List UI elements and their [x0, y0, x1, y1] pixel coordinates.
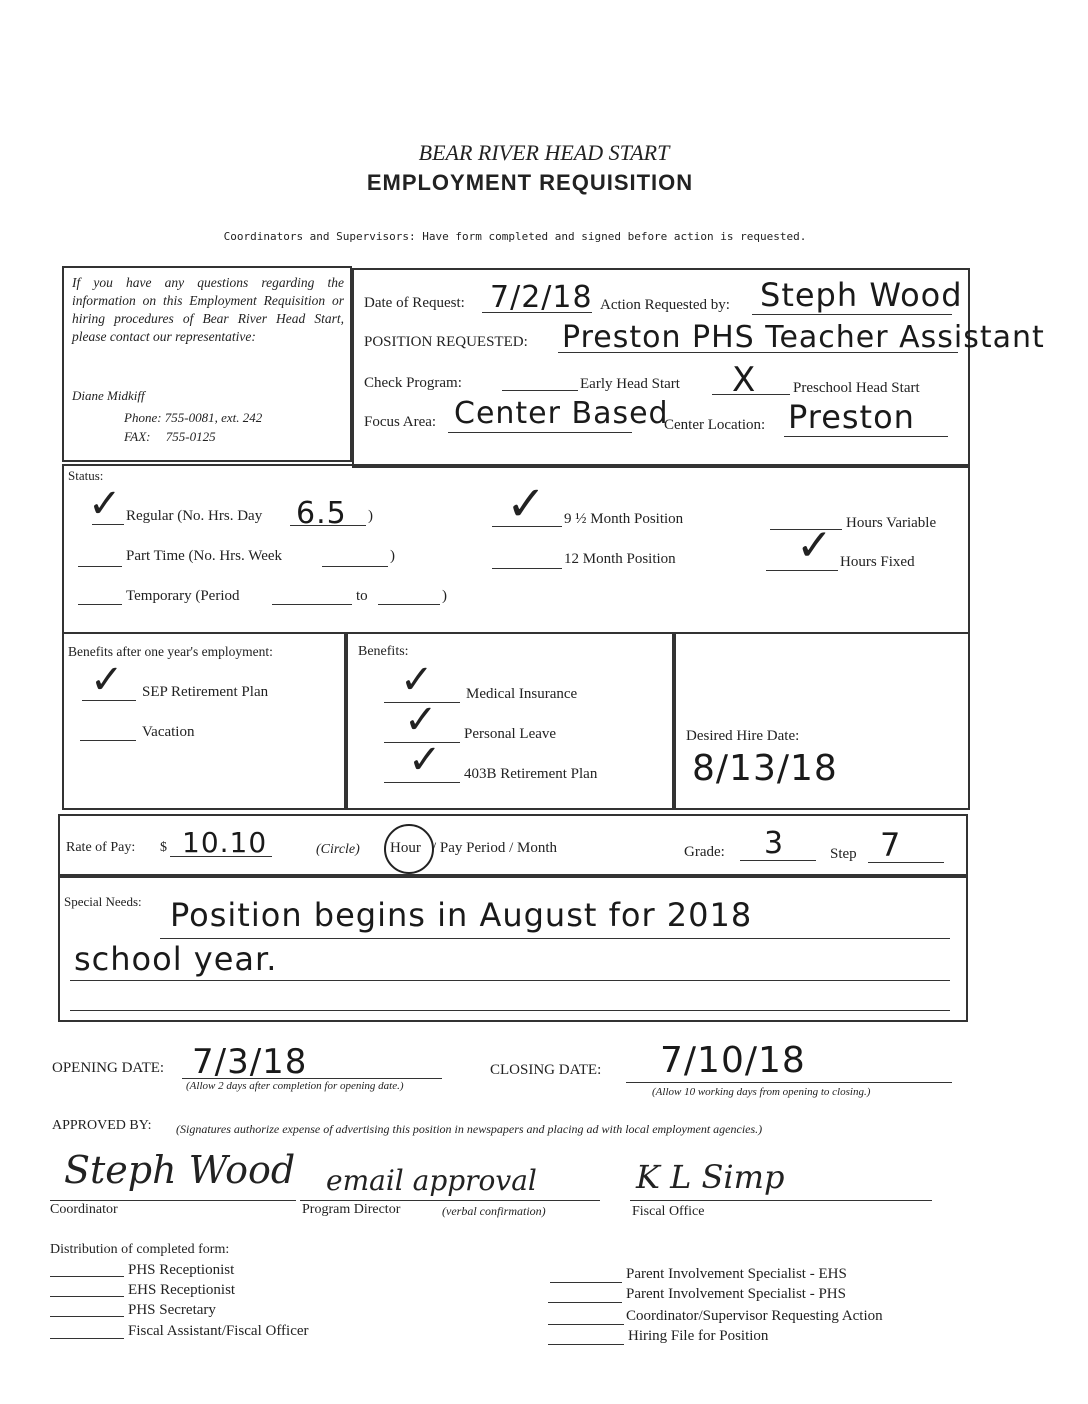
- nine-month-label: 9 ½ Month Position: [564, 511, 684, 527]
- distribution-label: Distribution of completed form:: [50, 1242, 230, 1257]
- hours-fixed-label: Hours Fixed: [840, 554, 915, 570]
- center-location-value: Preston: [788, 398, 915, 436]
- retirement-403b-label: 403B Retirement Plan: [464, 766, 598, 782]
- period-option-label: / Pay Period / Month: [432, 840, 558, 856]
- opening-date-value: 7/3/18: [192, 1042, 308, 1082]
- desired-hire-date-label: Desired Hire Date:: [686, 728, 800, 744]
- coordinator-label: Coordinator: [50, 1202, 118, 1217]
- contact-name: Diane Midkiff: [72, 388, 145, 403]
- distribution-right-item: Hiring File for Position: [628, 1328, 769, 1344]
- center-location-label: Center Location:: [664, 417, 766, 433]
- approved-by-note: (Signatures authorize expense of advertising this position in newspapers and placing ad with local employment agencies.): [176, 1122, 763, 1136]
- retirement-403b-check-icon: ✓: [408, 737, 442, 783]
- sep-check-icon: ✓: [90, 657, 124, 703]
- distribution-left-item: EHS Receptionist: [128, 1282, 236, 1298]
- phone-value: 755-0081, ext. 242: [164, 410, 263, 425]
- contact-phone: [124, 410, 262, 426]
- org-name: BEAR RIVER HEAD START: [418, 140, 670, 165]
- part-time-label: Part Time (No. Hrs. Week: [126, 548, 283, 564]
- date-of-request-label: Date of Request:: [364, 295, 465, 311]
- action-requested-label: Action Requested by:: [600, 297, 730, 313]
- fax-value: 755-0125: [165, 429, 216, 444]
- benefits-label: Benefits:: [358, 644, 409, 659]
- date-of-request-value: 7/2/18: [490, 280, 593, 315]
- desired-hire-date-value: 8/13/18: [692, 748, 838, 789]
- closing-date-value: 7/10/18: [660, 1040, 806, 1081]
- twelve-month-label: 12 Month Position: [564, 551, 676, 567]
- distribution-right-item: Parent Involvement Specialist - PHS: [626, 1286, 846, 1302]
- position-requested-value: Preston PHS Teacher Assistant: [562, 320, 1045, 355]
- form-title: EMPLOYMENT REQUISITION: [366, 170, 694, 195]
- regular-close-paren: ): [368, 508, 373, 524]
- to-label: to: [356, 588, 368, 604]
- temporary-label: Temporary (Period: [126, 588, 240, 604]
- focus-area-value: Center Based: [454, 396, 669, 431]
- temporary-close-paren: ): [442, 588, 447, 604]
- regular-hours-value: 6.5: [296, 496, 347, 531]
- benefits-after-label: Benefits after one year's employment:: [68, 644, 273, 659]
- fiscal-office-label: Fiscal Office: [632, 1204, 705, 1219]
- position-requested-label: POSITION REQUESTED:: [364, 334, 528, 350]
- special-needs-line-1: Position begins in August for 2018: [170, 896, 753, 934]
- program-director-note: (verbal confirmation): [442, 1204, 546, 1218]
- fax-label: FAX:: [124, 429, 151, 444]
- personal-leave-check-icon: ✓: [404, 697, 438, 743]
- coordinator-signature: Steph Wood: [64, 1148, 296, 1192]
- check-program-label: Check Program:: [364, 375, 462, 391]
- regular-label: Regular (No. Hrs. Day: [126, 508, 263, 524]
- medical-check-icon: ✓: [400, 657, 434, 703]
- step-value: 7: [880, 826, 902, 864]
- hours-variable-label: Hours Variable: [846, 515, 937, 531]
- focus-area-label: Focus Area:: [364, 414, 437, 430]
- hours-fixed-check-icon: ✓: [796, 520, 833, 571]
- regular-check-icon: ✓: [88, 481, 122, 527]
- early-head-start-label: Early Head Start: [580, 376, 680, 392]
- closing-date-note: (Allow 10 working days from opening to closing.): [652, 1086, 871, 1098]
- phone-label: Phone:: [124, 410, 162, 425]
- part-time-close-paren: ): [390, 548, 395, 564]
- hour-option-label: Hour: [390, 840, 421, 856]
- vacation-label: Vacation: [142, 724, 195, 740]
- fiscal-office-signature: K L Simp: [636, 1158, 785, 1196]
- grade-label: Grade:: [684, 844, 725, 860]
- special-needs-label: Special Needs:: [64, 894, 142, 909]
- closing-date-label: CLOSING DATE:: [490, 1062, 602, 1078]
- distribution-left-item: PHS Receptionist: [128, 1262, 235, 1278]
- form-instructions: Coordinators and Supervisors: Have form completed and signed before action is requested.: [223, 230, 807, 243]
- distribution-right-item: Coordinator/Supervisor Requesting Action: [626, 1308, 883, 1324]
- contact-fax: [124, 429, 216, 445]
- personal-leave-label: Personal Leave: [464, 726, 557, 742]
- preschool-head-start-label: Preschool Head Start: [793, 380, 920, 396]
- circle-label: (Circle): [316, 842, 360, 857]
- contact-text: If you have any questions regarding the information on this Employment Requisition or hiring procedures of Bear River Head Start, please contact our representative:: [72, 275, 344, 344]
- grade-value: 3: [764, 826, 785, 861]
- program-director-label: Program Director: [302, 1202, 401, 1217]
- approved-by-label: APPROVED BY:: [52, 1118, 152, 1133]
- sep-retirement-label: SEP Retirement Plan: [142, 684, 269, 700]
- preschool-mark: X: [732, 360, 757, 400]
- opening-date-note: (Allow 2 days after completion for opening date.): [186, 1080, 404, 1092]
- nine-month-check-icon: ✓: [506, 476, 547, 532]
- special-needs-line-2: school year.: [74, 940, 278, 978]
- status-label: Status:: [68, 468, 104, 483]
- action-requested-value: Steph Wood: [760, 276, 963, 314]
- program-director-signature: email approval: [326, 1164, 537, 1197]
- medical-insurance-label: Medical Insurance: [466, 686, 578, 702]
- currency-symbol: $: [160, 840, 167, 855]
- step-label: Step: [830, 846, 857, 862]
- rate-of-pay-value: 10.10: [182, 826, 268, 859]
- distribution-right-item: Parent Involvement Specialist - EHS: [626, 1266, 847, 1282]
- distribution-left-item: PHS Secretary: [128, 1302, 216, 1318]
- opening-date-label: OPENING DATE:: [52, 1060, 165, 1076]
- rate-of-pay-label: Rate of Pay:: [66, 840, 136, 855]
- distribution-left-item: Fiscal Assistant/Fiscal Officer: [128, 1323, 309, 1339]
